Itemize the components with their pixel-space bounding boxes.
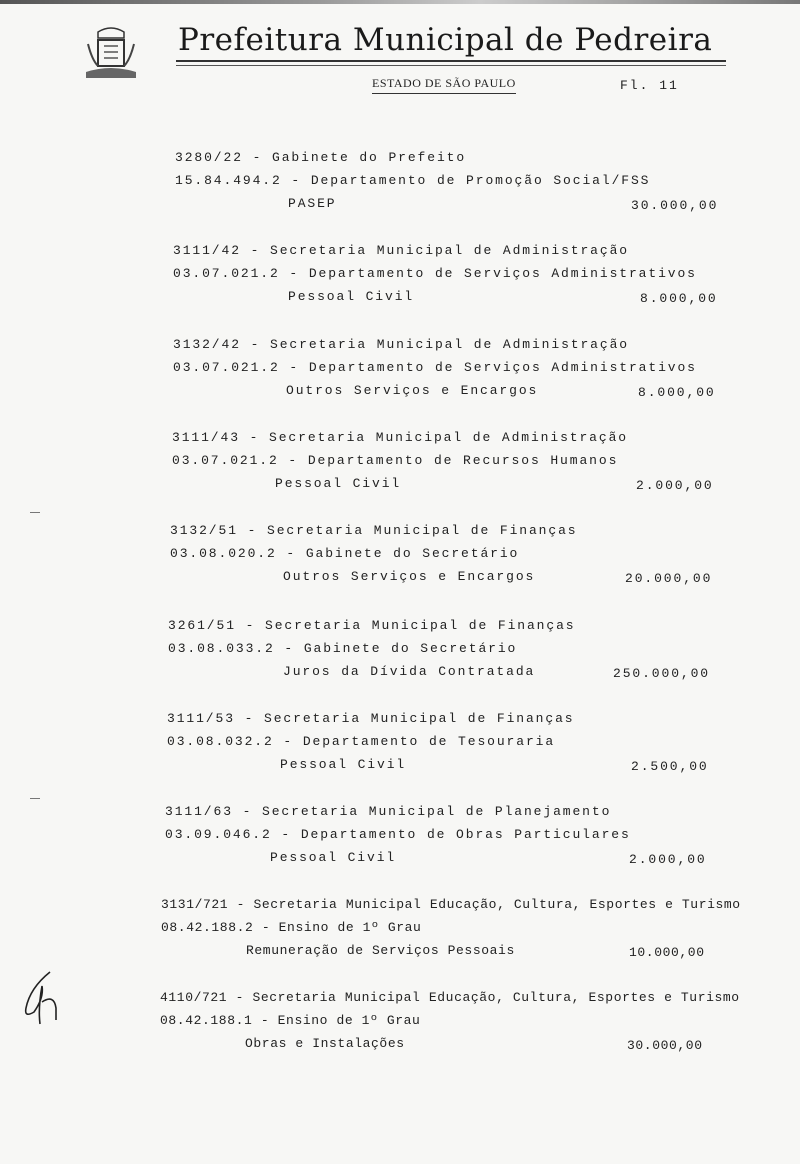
entry-amount: 2.000,00 bbox=[629, 852, 707, 867]
entry-unit: Secretaria Municipal de Planejamento bbox=[262, 804, 612, 819]
entry-unit: Secretaria Municipal de Administração bbox=[269, 430, 628, 445]
separator: - bbox=[235, 618, 266, 633]
letterhead-state: ESTADO DE SÃO PAULO bbox=[372, 76, 516, 94]
entry-code: 3261/51 bbox=[168, 618, 236, 633]
entry-amount: 30.000,00 bbox=[631, 198, 719, 213]
entry-line-2 bbox=[170, 546, 519, 561]
entry-line-1 bbox=[170, 523, 577, 538]
entry-line-2 bbox=[165, 827, 631, 842]
entry-line-2 bbox=[168, 641, 517, 656]
entry-line-2 bbox=[173, 266, 697, 281]
entry-program-desc: Gabinete do Secretário bbox=[305, 546, 520, 561]
letterhead-rule bbox=[176, 65, 726, 66]
separator: - bbox=[252, 1013, 278, 1028]
entry-program-desc: Ensino de 1º Grau bbox=[278, 920, 422, 935]
entry-line-1 bbox=[173, 243, 629, 258]
entry-code: 3111/43 bbox=[172, 430, 240, 445]
separator: - bbox=[242, 150, 273, 165]
entry-item: PASEP bbox=[288, 196, 337, 211]
entry-line-1 bbox=[165, 804, 611, 819]
entry-line-2 bbox=[172, 453, 618, 468]
entry-unit: Secretaria Municipal Educação, Cultura, Esportes e Turismo bbox=[252, 990, 740, 1005]
separator: - bbox=[227, 990, 253, 1005]
entry-line-1 bbox=[161, 897, 741, 912]
entry-line-1 bbox=[160, 990, 740, 1005]
entry-program-desc: Departamento de Serviços Administrativos bbox=[308, 266, 697, 281]
separator: - bbox=[234, 711, 265, 726]
entry-amount: 8.000,00 bbox=[638, 385, 716, 400]
folio-number: Fl. 11 bbox=[620, 78, 679, 93]
entry-amount: 2.500,00 bbox=[631, 759, 709, 774]
separator: - bbox=[273, 734, 303, 749]
entry-item: Juros da Dívida Contratada bbox=[283, 664, 536, 679]
entry-program: 08.42.188.2 bbox=[161, 920, 254, 935]
entry-code: 3111/63 bbox=[165, 804, 233, 819]
entry-program: 03.07.021.2 bbox=[173, 266, 280, 281]
entry-amount: 30.000,00 bbox=[627, 1038, 703, 1053]
entry-amount: 2.000,00 bbox=[636, 478, 714, 493]
entry-line-1 bbox=[173, 337, 629, 352]
entry-line-1 bbox=[168, 618, 575, 633]
entry-code: 3132/42 bbox=[173, 337, 241, 352]
entry-line-1 bbox=[175, 150, 466, 165]
separator: - bbox=[240, 243, 271, 258]
separator: - bbox=[278, 453, 308, 468]
separator: - bbox=[279, 360, 309, 375]
entry-program: 03.07.021.2 bbox=[173, 360, 280, 375]
entry-item: Outros Serviços e Encargos bbox=[283, 569, 536, 584]
entry-code: 4110/721 bbox=[160, 990, 228, 1005]
entry-program: 03.08.032.2 bbox=[167, 734, 274, 749]
separator: - bbox=[240, 337, 271, 352]
scan-mark bbox=[30, 512, 40, 513]
entry-code: 3111/53 bbox=[167, 711, 235, 726]
entry-unit: Secretaria Municipal de Administração bbox=[270, 337, 629, 352]
entry-program: 03.09.046.2 bbox=[165, 827, 272, 842]
entry-unit: Secretaria Municipal de Finanças bbox=[265, 618, 576, 633]
entry-program-desc: Departamento de Tesouraria bbox=[302, 734, 556, 749]
entry-item: Pessoal Civil bbox=[275, 476, 402, 491]
entry-line-2 bbox=[161, 920, 421, 935]
entry-item: Outros Serviços e Encargos bbox=[286, 383, 539, 398]
separator: - bbox=[253, 920, 279, 935]
entry-program-desc: Ensino de 1º Grau bbox=[277, 1013, 421, 1028]
separator: - bbox=[228, 897, 254, 912]
entry-item: Pessoal Civil bbox=[280, 757, 407, 772]
entry-unit: Secretaria Municipal de Finanças bbox=[264, 711, 575, 726]
separator: - bbox=[239, 430, 270, 445]
entry-program-desc: Departamento de Serviços Administrativos bbox=[308, 360, 697, 375]
scan-edge bbox=[0, 0, 800, 4]
letterhead-rule bbox=[176, 60, 726, 62]
entry-code: 3280/22 bbox=[175, 150, 243, 165]
entry-item: Remuneração de Serviços Pessoais bbox=[246, 943, 515, 958]
entry-unit: Gabinete do Prefeito bbox=[272, 150, 467, 165]
entry-program: 03.08.033.2 bbox=[168, 641, 275, 656]
letterhead-title: Prefeitura Municipal de Pedreira bbox=[178, 22, 713, 58]
separator: - bbox=[279, 266, 309, 281]
entry-amount: 250.000,00 bbox=[613, 666, 711, 681]
entry-unit: Secretaria Municipal de Administração bbox=[270, 243, 629, 258]
entry-program: 03.07.021.2 bbox=[172, 453, 279, 468]
separator: - bbox=[276, 546, 306, 561]
separator: - bbox=[281, 173, 311, 188]
entry-code: 3131/721 bbox=[161, 897, 229, 912]
entry-program-desc: Departamento de Promoção Social/FSS bbox=[310, 173, 651, 188]
entry-line-2 bbox=[160, 1013, 420, 1028]
entry-code: 3132/51 bbox=[170, 523, 238, 538]
entry-line-1 bbox=[172, 430, 628, 445]
entry-program: 03.08.020.2 bbox=[170, 546, 277, 561]
entry-amount: 8.000,00 bbox=[640, 291, 718, 306]
handwritten-initial bbox=[20, 968, 64, 1028]
scan-mark bbox=[30, 798, 40, 799]
separator: - bbox=[271, 827, 301, 842]
entry-item: Pessoal Civil bbox=[288, 289, 415, 304]
entry-unit: Secretaria Municipal Educação, Cultura, Esportes e Turismo bbox=[253, 897, 741, 912]
separator: - bbox=[237, 523, 268, 538]
entry-item: Pessoal Civil bbox=[270, 850, 397, 865]
entry-amount: 10.000,00 bbox=[629, 945, 705, 960]
municipal-crest-icon bbox=[84, 24, 138, 82]
entry-line-2 bbox=[167, 734, 555, 749]
entry-unit: Secretaria Municipal de Finanças bbox=[267, 523, 578, 538]
entry-line-1 bbox=[167, 711, 574, 726]
entry-program-desc: Departamento de Obras Particulares bbox=[300, 827, 631, 842]
entry-item: Obras e Instalações bbox=[245, 1036, 405, 1051]
separator: - bbox=[232, 804, 263, 819]
entry-program: 15.84.494.2 bbox=[175, 173, 282, 188]
separator: - bbox=[274, 641, 304, 656]
entry-program-desc: Gabinete do Secretário bbox=[303, 641, 518, 656]
entry-amount: 20.000,00 bbox=[625, 571, 713, 586]
entry-line-2 bbox=[175, 173, 650, 188]
entry-program-desc: Departamento de Recursos Humanos bbox=[307, 453, 619, 468]
entry-program: 08.42.188.1 bbox=[160, 1013, 253, 1028]
entry-code: 3111/42 bbox=[173, 243, 241, 258]
entry-line-2 bbox=[173, 360, 697, 375]
